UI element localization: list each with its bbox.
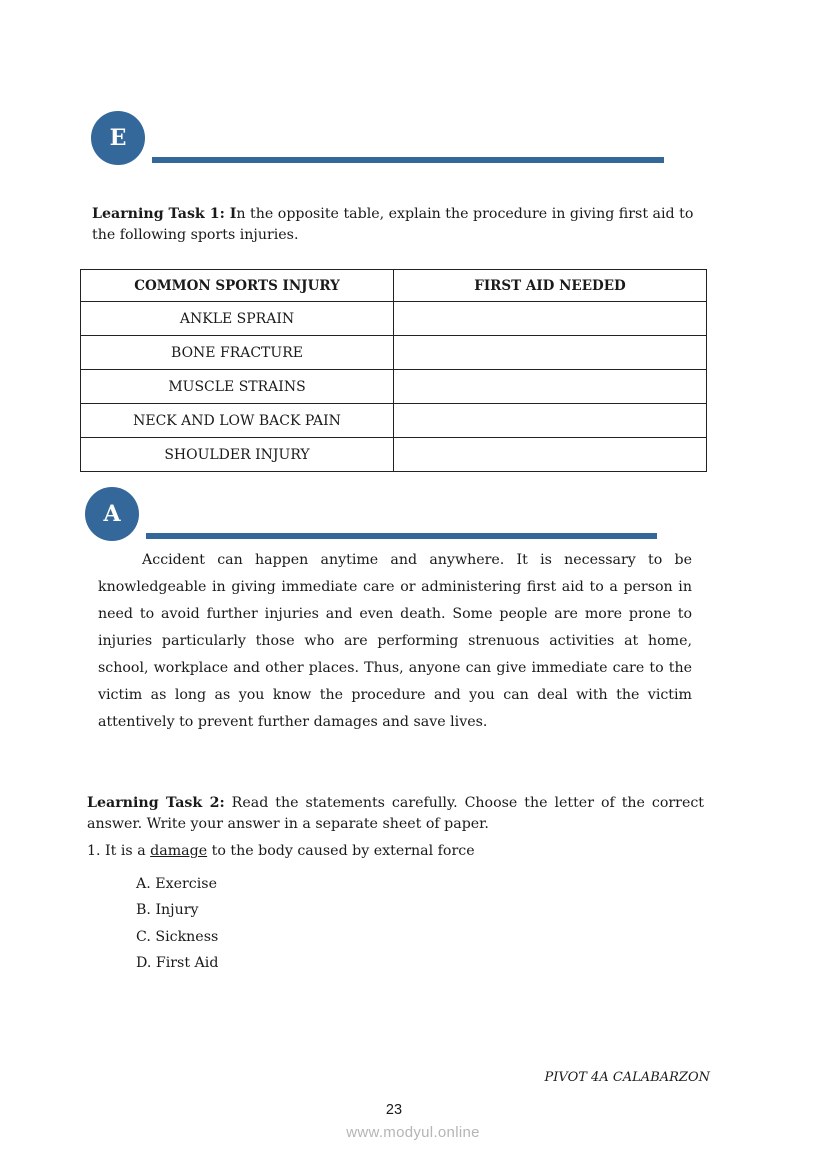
section-a-letter: A <box>103 501 121 527</box>
choice-c[interactable]: C. Sickness <box>136 928 219 945</box>
table-row <box>81 302 707 336</box>
first-aid-cell[interactable] <box>394 370 707 404</box>
section-a-divider <box>146 533 657 539</box>
injury-table <box>80 269 707 472</box>
header-first-aid-needed: FIRST AID NEEDED <box>394 270 707 302</box>
section-a-paragraph <box>98 547 692 736</box>
injury-cell: MUSCLE STRAINS <box>81 370 394 404</box>
question-1-keyword: damage <box>150 843 208 859</box>
question-1-prefix: 1. It is a <box>87 843 151 859</box>
section-a-badge <box>85 487 139 541</box>
first-aid-cell[interactable] <box>394 438 707 472</box>
header-common-sports-injury: COMMON SPORTS INJURY <box>81 270 394 302</box>
task2-label: Learning Task 2: <box>87 795 225 811</box>
section-a-text: Accident can happen anytime and anywhere. It is necessary to be knowledgeable in giving immediate care or administering first aid to a person in need to avoid further injuries and even death. Some people are more prone to injuries particularly those who are performing strenuous activities at home, school, workplace and other places. Thus, anyone can give immediate care to the victim as long as you know the procedure and you can deal with the victim attentively to prevent further damages and save lives. <box>98 552 692 730</box>
first-aid-cell[interactable] <box>394 302 707 336</box>
first-aid-cell[interactable] <box>394 404 707 438</box>
footer-label: PIVOT 4A CALABARZON <box>544 1070 710 1085</box>
section-e-letter: E <box>109 125 127 151</box>
section-e-divider <box>152 157 664 163</box>
injury-cell: NECK AND LOW BACK PAIN <box>81 404 394 438</box>
watermark: www.modyul.online <box>346 1124 480 1141</box>
task1-text: n the opposite table, explain the procedure in giving first aid to the following sports injuries. <box>92 206 694 243</box>
injury-cell: SHOULDER INJURY <box>81 438 394 472</box>
table-header-row <box>81 270 707 302</box>
injury-cell: ANKLE SPRAIN <box>81 302 394 336</box>
page-number: 23 <box>385 1102 403 1118</box>
section-e-badge <box>91 111 145 165</box>
question-1-choices <box>136 871 218 976</box>
injury-cell: BONE FRACTURE <box>81 336 394 370</box>
task2-instructions <box>87 793 704 835</box>
choice-b[interactable]: B. Injury <box>136 902 199 919</box>
question-1-suffix: to the body caused by external force <box>207 843 475 859</box>
task2-text: Read the statements carefully. Choose the letter of the correct answer. Write your answer in a separate sheet of paper. <box>87 795 704 832</box>
choice-d[interactable]: D. First Aid <box>136 954 219 971</box>
table-row <box>81 336 707 370</box>
first-aid-cell[interactable] <box>394 336 707 370</box>
choice-a[interactable]: A. Exercise <box>136 876 217 892</box>
task1-label: Learning Task 1: I <box>92 206 237 222</box>
task1-instructions <box>92 204 704 246</box>
question-1 <box>87 843 475 859</box>
table-row <box>81 370 707 404</box>
table-row <box>81 404 707 438</box>
table-row <box>81 438 707 472</box>
